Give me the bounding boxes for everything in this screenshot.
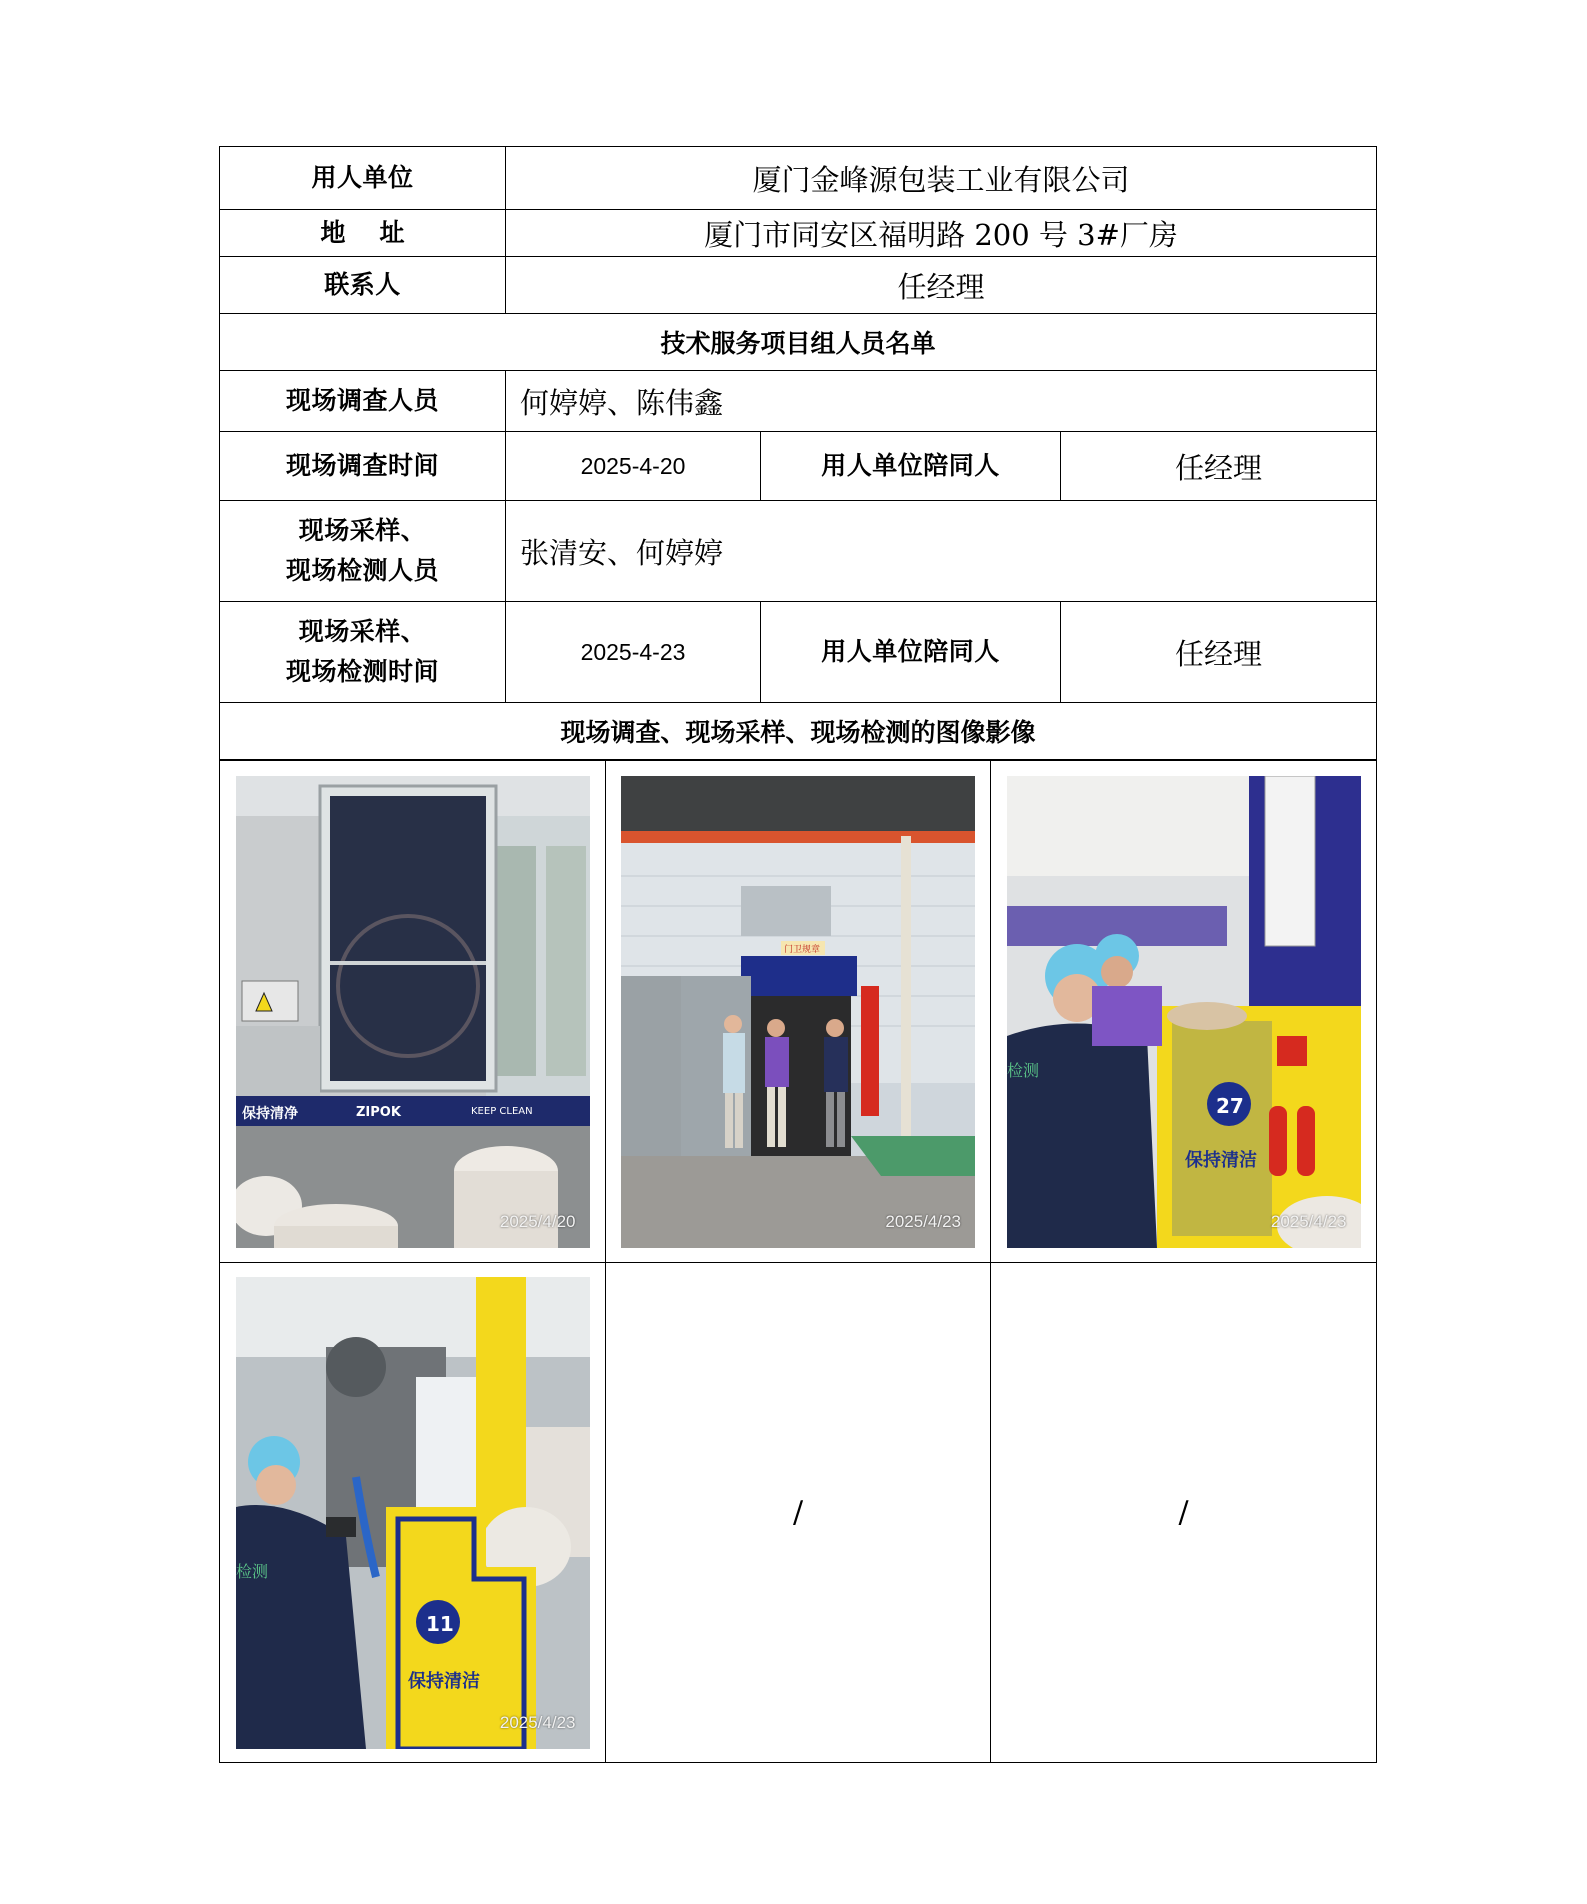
sampling-companion-label: 用人单位陪同人: [761, 602, 1061, 703]
sampling-companion-value: 任经理: [1061, 602, 1377, 703]
photo-row-1: [220, 761, 1377, 1263]
sampling-time-label-line-2: 现场检测时间: [285, 657, 439, 686]
photo-3-vest: 检测: [1006, 1060, 1039, 1080]
team-header-row: [220, 314, 1377, 371]
photo-sampling-machine-11-image: [236, 1277, 590, 1749]
photo-2-date: 2025/4/23: [885, 1211, 961, 1231]
employer-row: [220, 147, 1377, 210]
contact-value: 任经理: [506, 257, 1377, 314]
survey-staff-label: 现场调查人员: [220, 371, 506, 432]
photo-sampling-machine-27-image: [1007, 776, 1361, 1248]
survey-companion-label: 用人单位陪同人: [761, 432, 1061, 501]
photo-grid: [219, 760, 1377, 1763]
sampling-time-label: [220, 602, 506, 703]
photo-cell-2: [606, 761, 991, 1263]
sampling-staff-label: [220, 501, 506, 602]
address-label: 地址: [220, 210, 506, 257]
photo-sampling-machine-11[interactable]: [236, 1277, 590, 1749]
photo-row-2: [220, 1263, 1377, 1763]
photo-2-sign: 门卫规章: [784, 944, 821, 955]
sampling-time-label-line-1: 现场采样、: [298, 617, 427, 646]
survey-staff-row: [220, 371, 1377, 432]
photo-cell-3: [991, 761, 1377, 1263]
survey-companion-value: 任经理: [1061, 432, 1377, 501]
empty-photo-cell-1: /: [606, 1263, 991, 1763]
sampling-staff-label-line-1: 现场采样、: [298, 516, 427, 545]
sampling-staff-label-line-2: 现场检测人员: [285, 556, 439, 585]
photo-window-fan-image: [236, 776, 590, 1248]
survey-staff-value: 何婷婷、陈伟鑫: [506, 371, 1377, 432]
photo-4-vest: 检测: [235, 1561, 268, 1581]
address-value: 厦门市同安区福明路 200 号 3#厂房: [506, 210, 1377, 257]
images-header-row: [220, 703, 1377, 760]
photo-1-date: 2025/4/20: [499, 1211, 576, 1231]
sampling-time-value: 2025-4-23: [506, 602, 761, 703]
empty-photo-cell-2: /: [991, 1263, 1377, 1763]
photo-4-banner: 保持清洁: [407, 1670, 480, 1692]
info-table: [219, 146, 1377, 760]
employer-label: 用人单位: [220, 147, 506, 210]
photo-sampling-machine-27[interactable]: [1007, 776, 1361, 1248]
photo-3-banner: 保持清洁: [1184, 1149, 1257, 1171]
contact-row: [220, 257, 1377, 314]
sampling-time-row: [220, 602, 1377, 703]
photo-window-fan[interactable]: [236, 776, 590, 1248]
team-header: 技术服务项目组人员名单: [220, 314, 1377, 371]
photo-1-banner: 保持清净: [241, 1105, 298, 1122]
survey-time-row: [220, 432, 1377, 501]
sampling-staff-value: 张清安、何婷婷: [506, 501, 1377, 602]
photo-3-number: 27: [1215, 1093, 1244, 1118]
photo-cell-4: [220, 1263, 606, 1763]
photo-4-number: 11: [425, 1611, 454, 1636]
photo-entrance-group-image: [621, 776, 975, 1248]
photo-1-brand: ZIPOK: [355, 1104, 401, 1120]
photo-4-date: 2025/4/23: [499, 1712, 576, 1732]
photo-entrance-group[interactable]: [621, 776, 975, 1248]
survey-record-sheet: [219, 146, 1376, 1763]
survey-time-label: 现场调查时间: [220, 432, 506, 501]
photo-cell-1: [220, 761, 606, 1263]
sampling-staff-row: [220, 501, 1377, 602]
images-header: 现场调查、现场采样、现场检测的图像影像: [220, 703, 1377, 760]
photo-3-date: 2025/4/23: [1270, 1211, 1347, 1231]
photo-1-tagline: KEEP CLEAN: [470, 1105, 533, 1117]
address-row: [220, 210, 1377, 257]
contact-label: 联系人: [220, 257, 506, 314]
survey-time-value: 2025-4-20: [506, 432, 761, 501]
employer-value: 厦门金峰源包装工业有限公司: [506, 147, 1377, 210]
